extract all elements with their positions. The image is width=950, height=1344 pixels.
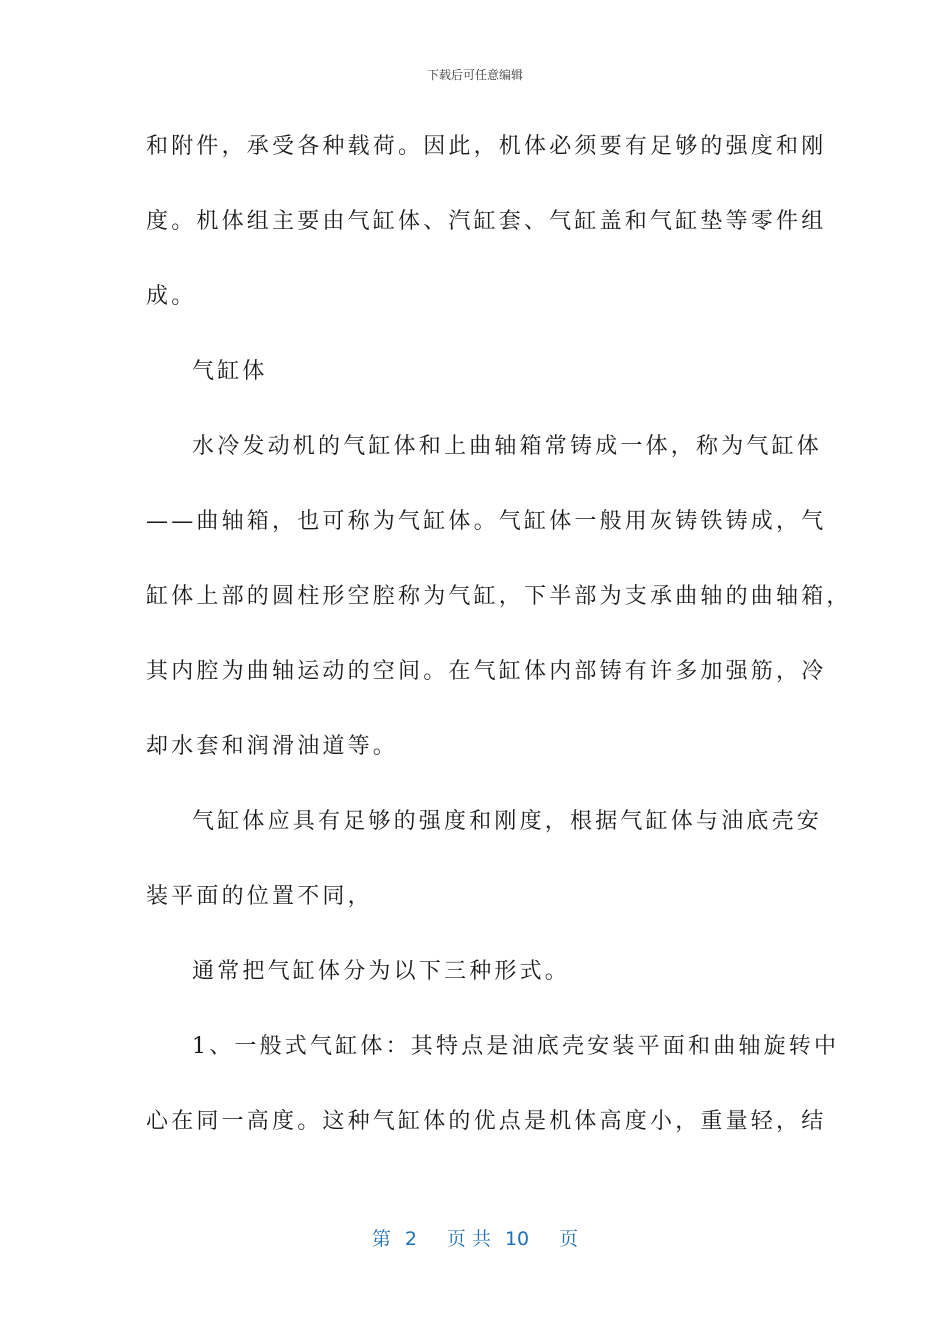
text-line-5: 水冷发动机的气缸体和上曲轴箱常铸成一体，称为气缸体 xyxy=(192,434,823,459)
footer-prefix: 第 xyxy=(371,1228,391,1250)
text-line-12: 通常把气缸体分为以下三种形式。 xyxy=(192,959,571,984)
text-line-9: 却水套和润滑油道等。 xyxy=(146,734,399,759)
text-line-11: 装平面的位置不同， xyxy=(146,884,373,909)
footer-current-page: 2 xyxy=(404,1228,417,1250)
section-heading: 气缸体 xyxy=(192,359,268,384)
text-line-8: 其内腔为曲轴运动的空间。在气缸体内部铸有许多加强筋，冷 xyxy=(146,659,827,684)
text-line-13: 1、一般式气缸体：其特点是油底壳安装平面和曲轴旋转中 xyxy=(192,1034,840,1059)
text-line-14: 心在同一高度。这种气缸体的优点是机体高度小，重量轻，结 xyxy=(146,1109,827,1134)
text-line-1: 和附件，承受各种载荷。因此，机体必须要有足够的强度和刚 xyxy=(146,134,827,159)
text-line-7: 缸体上部的圆柱形空腔称为气缸，下半部为支承曲轴的曲轴箱， xyxy=(146,584,852,609)
footer-total-pages: 10 xyxy=(504,1228,530,1250)
header-note: 下载后可任意编辑 xyxy=(426,68,523,82)
document-body xyxy=(146,124,852,1174)
text-line-6: ——曲轴箱，也可称为气缸体。气缸体一般用灰铸铁铸成，气 xyxy=(146,509,827,534)
text-line-2: 度。机体组主要由气缸体、汽缸套、气缸盖和气缸垫等零件组 xyxy=(146,209,827,234)
footer-suffix: 页 xyxy=(559,1228,579,1250)
page-footer xyxy=(0,1224,950,1251)
text-line-3: 成。 xyxy=(146,284,197,309)
text-line-10: 气缸体应具有足够的强度和刚度，根据气缸体与油底壳安 xyxy=(192,809,823,834)
footer-middle: 页 共 xyxy=(446,1228,491,1250)
